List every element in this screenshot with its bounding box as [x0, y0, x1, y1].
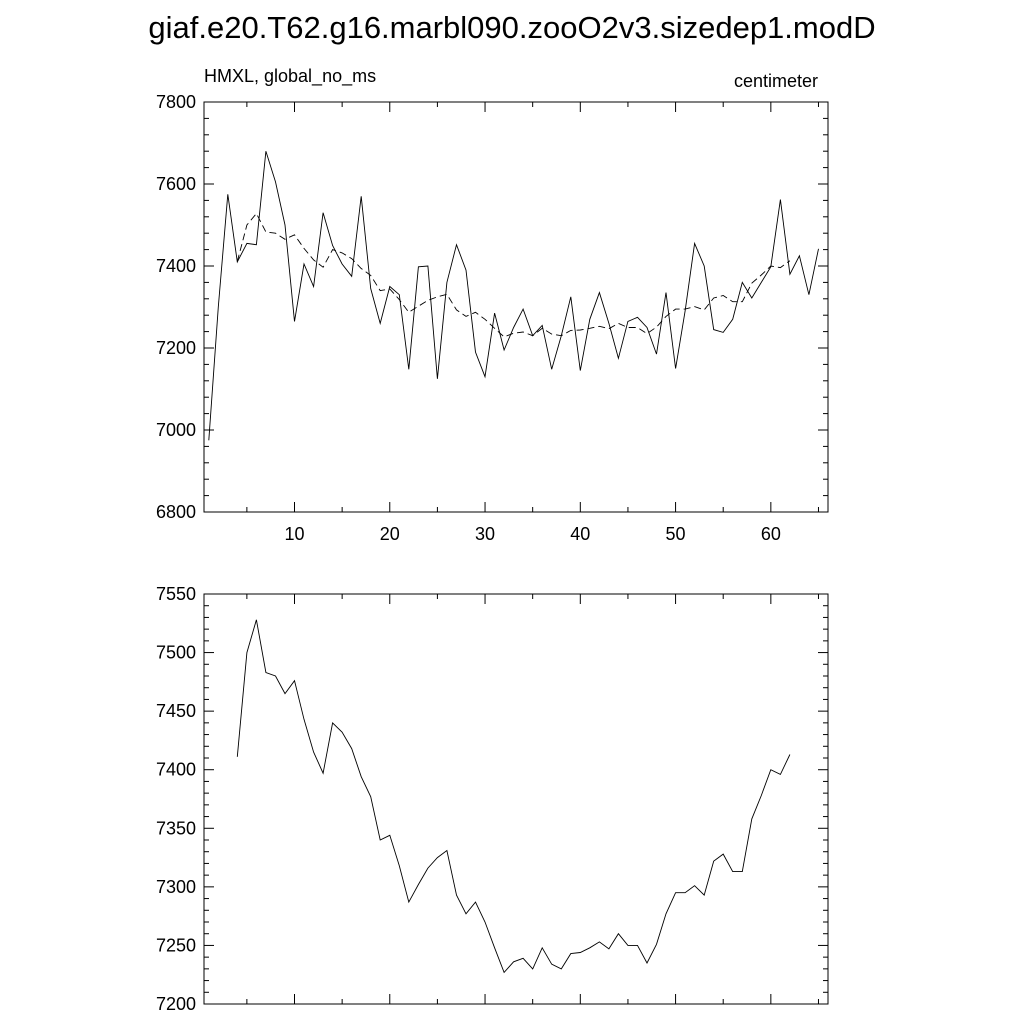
y-tick-label: 7300	[155, 876, 196, 897]
x-tick-label: 30	[475, 524, 496, 544]
bottom-panel	[156, 584, 828, 1014]
x-tick-label: 40	[570, 524, 591, 544]
top-panel	[156, 66, 828, 544]
x-tick-label: 50	[665, 524, 686, 544]
y-tick-label: 7350	[155, 818, 196, 839]
y-tick-label: 7250	[155, 935, 196, 956]
x-tick-label: 20	[379, 524, 400, 544]
y-tick-label: 7200	[155, 994, 196, 1014]
y-tick-label: 7000	[155, 420, 196, 440]
y-tick-label: 7800	[155, 92, 196, 112]
y-tick-label: 7200	[155, 338, 196, 358]
y-tick-label: 7550	[155, 584, 196, 604]
figure-title: giaf.e20.T62.g16.marbl090.zooO2v3.sizedep1.modD	[148, 10, 876, 45]
x-tick-label: 10	[284, 524, 305, 544]
y-tick-label: 7450	[155, 701, 196, 722]
y-tick-label: 7400	[155, 256, 196, 276]
y-tick-label: 7600	[155, 174, 196, 194]
y-tick-label: 6800	[155, 502, 196, 522]
y-tick-label: 7500	[155, 642, 196, 663]
y-tick-label: 7400	[155, 759, 196, 780]
series-line	[209, 151, 819, 440]
variable-label: HMXL, global_no_ms	[204, 66, 377, 86]
plot-frame	[204, 594, 828, 1004]
units-label: centimeter	[733, 71, 818, 91]
plot-frame	[204, 102, 828, 512]
x-tick-label: 60	[760, 524, 781, 544]
series-line	[237, 620, 790, 973]
